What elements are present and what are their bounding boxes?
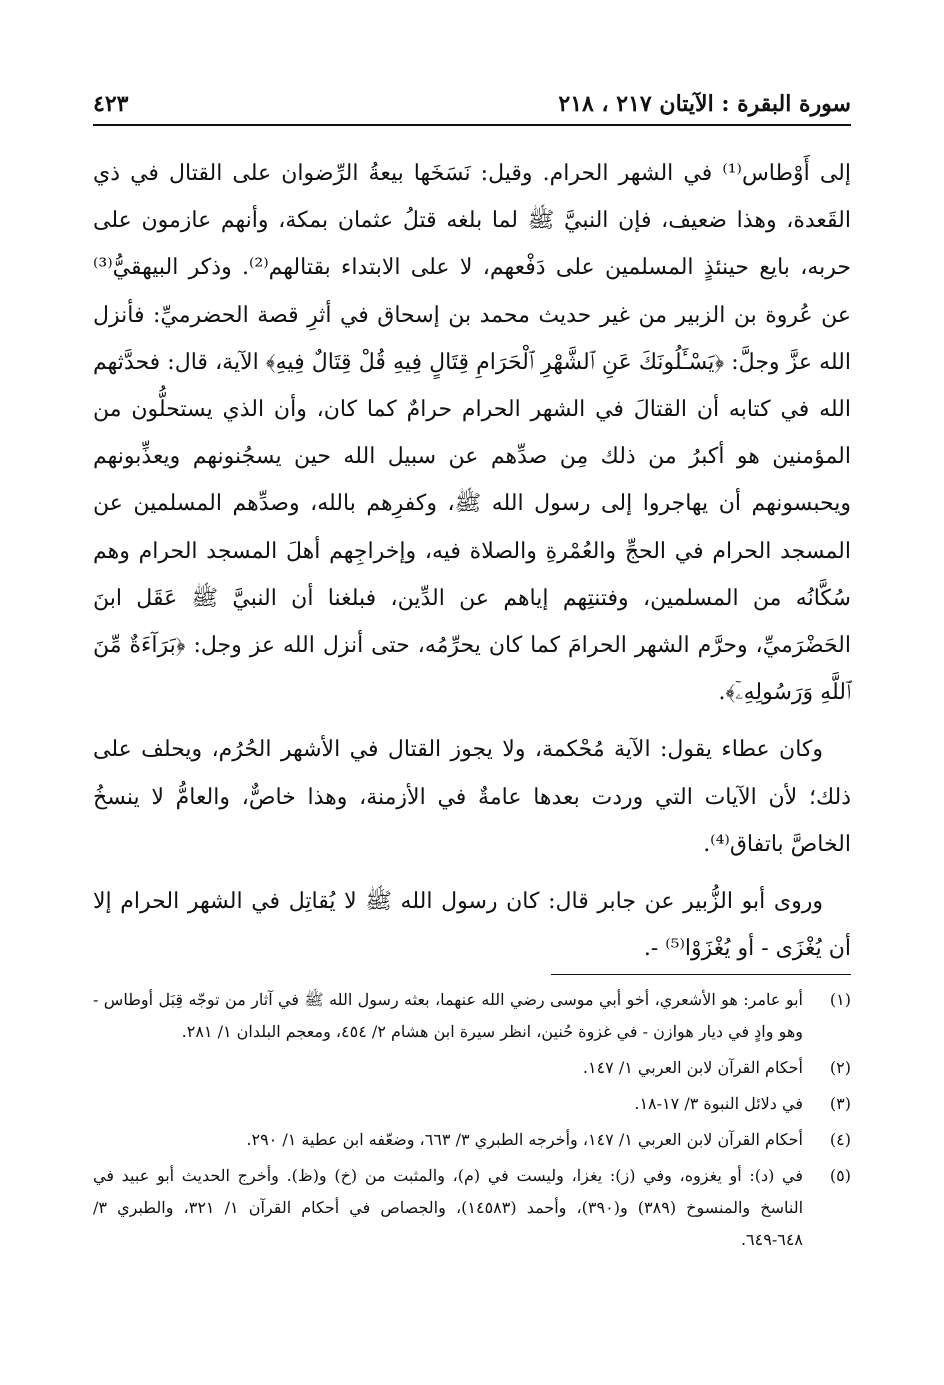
footnote-number: (٣) — [829, 1094, 851, 1113]
footnote-number: (٤) — [829, 1130, 851, 1149]
footnote — [93, 1088, 851, 1120]
paragraph: إلى أَوْطاس⁽¹⁾ في الشهر الحرام. وقيل: نَسَخَها بيعةُ الرِّضوان على القتال في ذي القَعدة، وهذا ضعيف، فإن النبيَّ ﷺ لما بلغه قتلُ عثمان بمكة، وأنهم عازمون على حربه، بايع حينئذٍ المسلمين على دَفْعهم، لا على الابتداء بقتالهم⁽²⁾. وذكر البيهقيُّ⁽³⁾ عن عُروة بن الزبير من غير حديث محمد بن إسحاق في أثرِ قصة الحضرميِّ: فأنزل الله عزَّ وجلَّ: ﴿يَسْـَٔلُونَكَ عَنِ ٱلشَّهْرِ ٱلْحَرَامِ قِتَالٍ فِيهِ قُلْ قِتَالٌ فِيهِ﴾ الآية، قال: فحدَّثهم الله في كتابه أن القتالَ في الشهر الحرام حرامٌ كما كان، وأن الذي يستحلُّون من المؤمنين هو أكبرُ من ذلك مِن صدِّهم عن سبيل الله حين يسجُنونهم ويعذِّبونهم ويحبسونهم أن يهاجروا إلى رسول الله ﷺ، وكفرِهم بالله، وصدِّهم المسلمين عن المسجد الحرام في الحجِّ والعُمْرةِ والصلاة فيه، وإخراجِهم أهلَ المسجد الحرام وهم سُكَّانُه من المسلمين، وفتنتِهم إياهم عن الدِّين، فبلغنا أن النبيَّ ﷺ عَقَل ابنَ الحَضْرَميِّ، وحرَّم الشهر الحرامَ كما كان يحرِّمُه، حتى أنزل الله عز وجل: ﴿بَرَآءَةٌ مِّنَ ٱللَّهِ وَرَسُولِهِۦٓ﴾. — [93, 161, 851, 706]
footnotes — [93, 984, 851, 1260]
footnote-text: في دلائل النبوة ٣/ ١٧-١٨. — [634, 1094, 803, 1113]
header-title: سورة البقرة : الآيتان ٢١٧ ، ٢١٨ — [558, 91, 851, 117]
running-header — [93, 84, 851, 124]
paragraph: وروى أبو الزُّبير عن جابر قال: كان رسول الله ﷺ لا يُقاتِل في الشهر الحرام إلا أن يُغْزَى - أو يُغْزَوْا⁽⁵⁾ -. — [93, 889, 851, 962]
header-divider — [93, 124, 851, 126]
main-text — [93, 150, 851, 982]
footnote-text: أبو عامر: هو الأشعري، أخو أبي موسى رضي الله عنهما، بعثه رسول الله ﷺ في آثار من توجّه قِبَل أوطاس - وهو وادٍ في ديار هوازن - في غزوة حُنين، انظر سيرة ابن هشام ٢/ ٤٥٤، ومعجم البلدان ١/ ٢٨١. — [93, 990, 803, 1041]
footnote-divider — [551, 974, 851, 975]
page-number: ٤٢٣ — [93, 91, 129, 117]
footnote-text: في (د): أو يغزوه، وفي (ز): يغزا، وليست في (م)، والمثبت من (خ) و(ظ). وأخرج الحديث أبو عبيد في الناسخ والمنسوخ (٣٨٩) و(٣٩٠)، وأحمد (١٤٥٨٣)، والجصاص في أحكام القرآن ١/ ٣٢١، والطبري ٣/ ٦٤٨-٦٤٩. — [93, 1166, 804, 1249]
footnote-number: (١) — [829, 990, 851, 1009]
footnote-number: (٢) — [829, 1058, 851, 1077]
footnote — [93, 1052, 851, 1084]
footnote — [93, 984, 851, 1048]
footnote-text: أحكام القرآن لابن العربي ١/ ١٤٧، وأخرجه الطبري ٣/ ٦٦٣، وضعّفه ابن عطية ١/ ٢٩٠. — [246, 1130, 803, 1149]
paragraph: وكان عطاء يقول: الآية مُحْكمة، ولا يجوز القتال في الأشهر الحُرُم، ويحلف على ذلك؛ لأن الآيات التي وردت بعدها عامةٌ في الأزمنة، وهذا خاصٌّ، والعامُّ لا ينسخُ الخاصَّ باتفاق⁽⁴⁾. — [93, 737, 851, 857]
footnote-text: أحكام القرآن لابن العربي ١/ ١٤٧. — [582, 1058, 803, 1077]
footnote — [93, 1124, 851, 1156]
footnote — [93, 1160, 851, 1256]
footnote-number: (٥) — [829, 1166, 851, 1185]
